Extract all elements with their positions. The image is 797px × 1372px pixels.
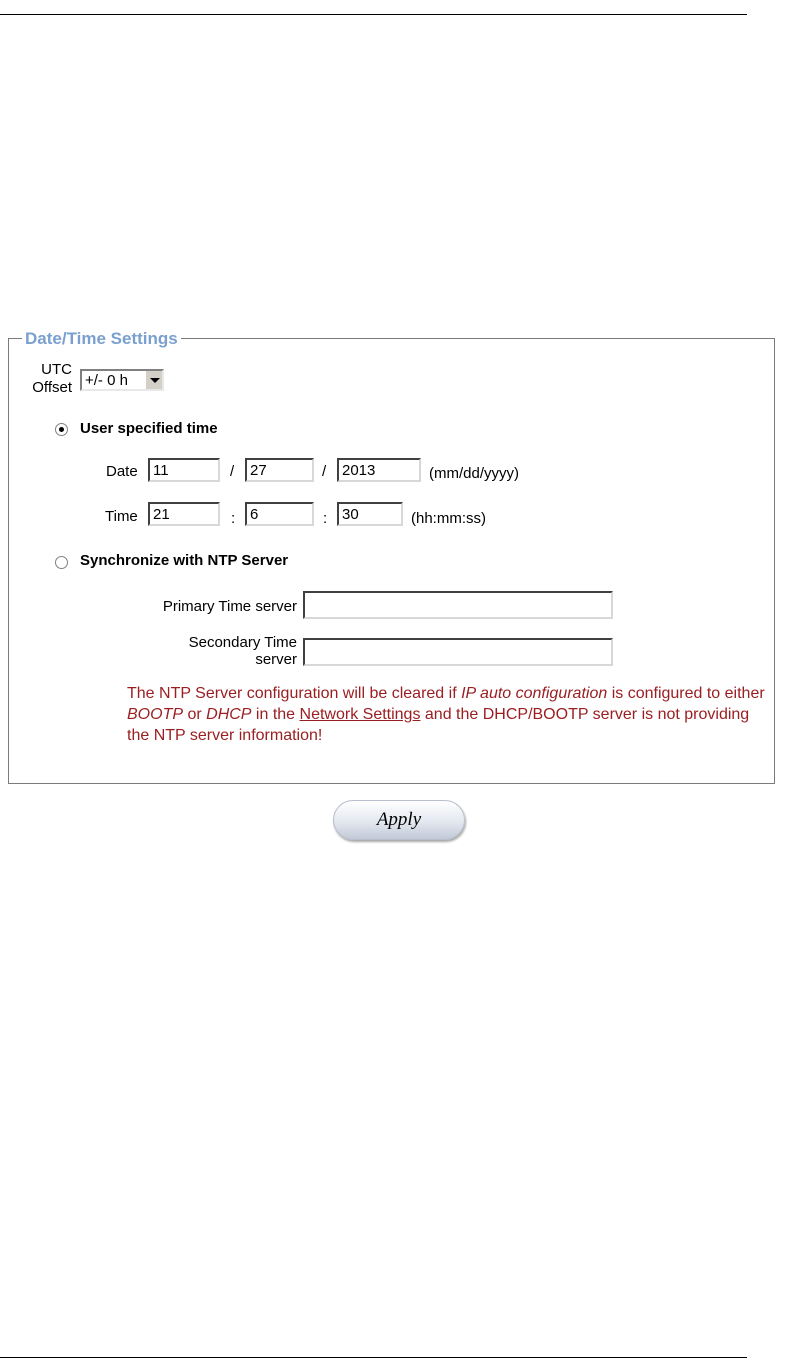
- panel-legend: Date/Time Settings: [22, 329, 181, 349]
- time-label: Time: [105, 508, 138, 525]
- page-bottom-rule: [0, 1357, 747, 1358]
- time-second-input[interactable]: [337, 502, 403, 526]
- utc-offset-label: [18, 361, 72, 397]
- time-hour-input[interactable]: [148, 502, 220, 526]
- secondary-time-server-input[interactable]: [303, 638, 613, 666]
- date-month-input[interactable]: [148, 458, 220, 482]
- ntp-sync-radio[interactable]: [55, 556, 68, 569]
- notice-text-1: The NTP Server configuration will be cleared if: [127, 685, 462, 702]
- utc-offset-value: +/- 0 h: [85, 372, 128, 389]
- ntp-warning-notice: [127, 683, 767, 746]
- notice-text-5: and the DHCP/BOOTP server is not providing the NTP server information!: [127, 706, 750, 744]
- notice-text-4: in the: [251, 706, 300, 723]
- time-separator-2: :: [323, 510, 328, 527]
- secondary-label-line1: Secondary Time: [188, 634, 297, 651]
- date-day-input[interactable]: [245, 458, 314, 482]
- notice-em-bootp: BOOTP: [127, 706, 184, 723]
- time-format-hint: (hh:mm:ss): [411, 510, 486, 527]
- time-separator-1: :: [231, 510, 236, 527]
- chevron-down-icon[interactable]: [145, 371, 162, 389]
- date-time-settings-panel: [8, 329, 775, 784]
- utc-label-line2: Offset: [32, 379, 72, 396]
- time-minute-input[interactable]: [245, 502, 314, 526]
- primary-time-server-label: Primary Time server: [162, 598, 297, 615]
- secondary-label-line2: server: [255, 651, 297, 668]
- notice-em-ip-auto-config: IP auto configuration: [461, 685, 608, 702]
- notice-text-3: or: [183, 706, 207, 723]
- date-separator-2: /: [322, 463, 327, 480]
- ntp-sync-label[interactable]: Synchronize with NTP Server: [80, 552, 289, 569]
- apply-button[interactable]: Apply: [333, 800, 465, 840]
- user-time-label[interactable]: User specified time: [80, 420, 218, 437]
- date-year-input[interactable]: [337, 458, 421, 482]
- network-settings-link[interactable]: Network Settings: [299, 706, 421, 723]
- date-label: Date: [106, 463, 138, 480]
- user-time-radio[interactable]: [55, 423, 68, 436]
- secondary-time-server-label: [99, 634, 297, 668]
- date-format-hint: (mm/dd/yyyy): [429, 465, 519, 482]
- notice-em-dhcp: DHCP: [206, 706, 252, 723]
- page-top-rule: [0, 14, 747, 15]
- date-separator-1: /: [230, 463, 235, 480]
- utc-label-line1: UTC: [41, 361, 72, 378]
- utc-offset-select[interactable]: [80, 369, 164, 391]
- primary-time-server-input[interactable]: [303, 591, 613, 619]
- notice-text-2: is configured to either: [607, 685, 765, 702]
